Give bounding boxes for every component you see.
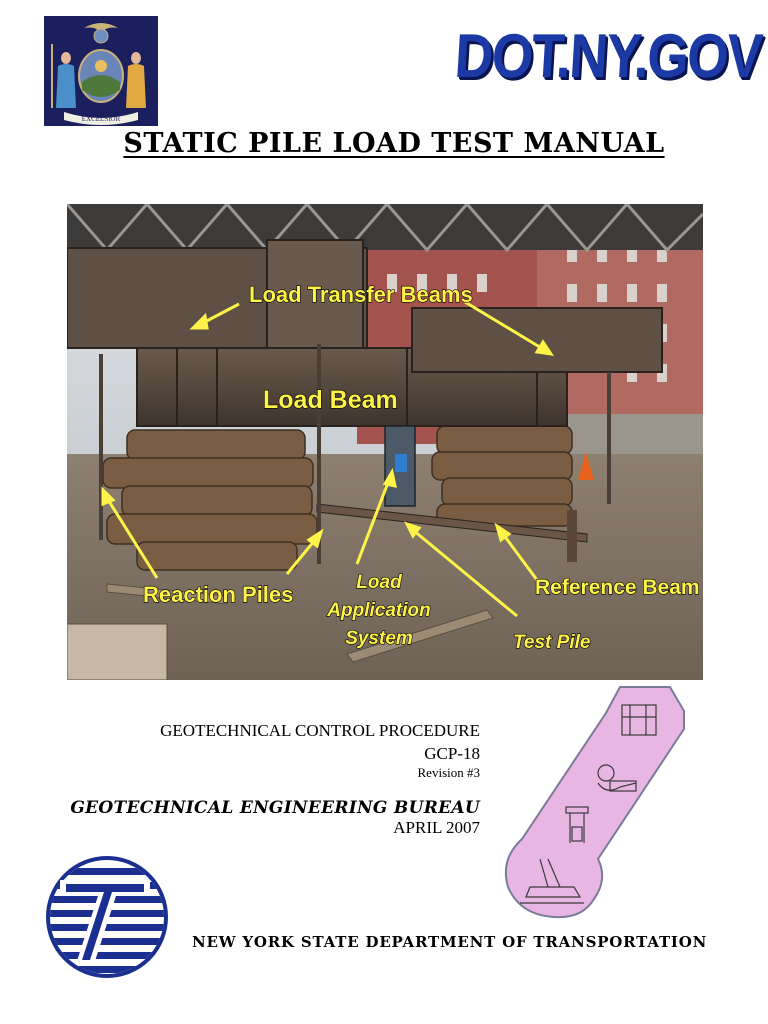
bureau-name: GEOTECHNICAL ENGINEERING BUREAU <box>70 798 480 818</box>
label-load-beam: Load Beam <box>263 386 398 414</box>
label-reference-beam: Reference Beam <box>535 576 700 599</box>
geotechnical-badge-art <box>500 683 690 923</box>
dot-ny-gov-logo: DOT.NY.GOV <box>452 22 763 91</box>
label-load-application-1: Load <box>356 572 402 593</box>
document-title: STATIC PILE LOAD TEST MANUAL <box>123 128 665 159</box>
publication-date: APRIL 2007 <box>393 818 480 837</box>
revision-number: Revision #3 <box>417 765 480 780</box>
label-reaction-piles: Reaction Piles <box>143 582 294 607</box>
pile-load-test-photo <box>67 204 703 680</box>
department-name: NEW YORK STATE DEPARTMENT OF TRANSPORTATION <box>192 933 708 951</box>
label-load-application-2: Application <box>327 600 431 621</box>
label-load-application-3: System <box>345 628 413 649</box>
timber-cribbing-right <box>432 426 572 526</box>
ny-state-seal <box>44 16 158 126</box>
seal-motto: EXCELSIOR <box>81 115 121 123</box>
load-transfer-beam-right <box>412 308 662 372</box>
label-test-pile: Test Pile <box>513 632 591 653</box>
procedure-code: GCP-18 <box>424 744 480 763</box>
procedure-label: GEOTECHNICAL CONTROL PROCEDURE <box>160 721 480 740</box>
nysdot-logo <box>46 856 168 978</box>
label-load-transfer-beams: Load Transfer Beams <box>249 282 473 307</box>
